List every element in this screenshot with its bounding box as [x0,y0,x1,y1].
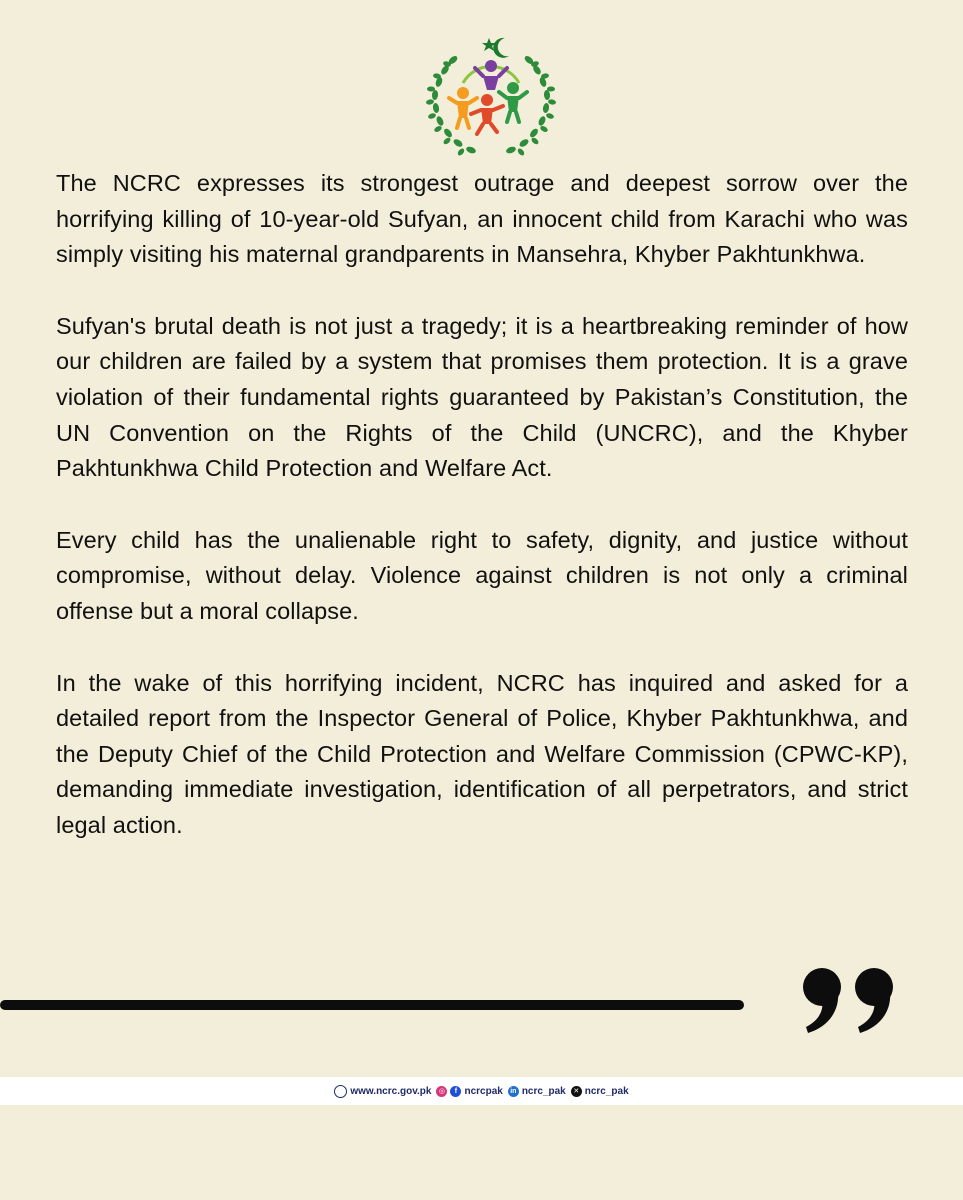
closing-quote-icon [800,965,902,1035]
paragraph: The NCRC expresses its strongest outrage and deepest sorrow over the horrifying killing of 10-year-old Sufyan, an innocent child from Karachi who was simply visiting his maternal grandparents in Mansehra, Khyber Pakhtunkhwa. [56,170,908,268]
instagram-facebook-link[interactable] [436,1086,502,1097]
paragraph: Sufyan's brutal death is not just a tragedy; it is a heartbreaking reminder of how our children are failed by a system that promises them protection. It is a grave violation of their fundamental rights guaranteed by Pakistan’s Constitution, the UN Convention on the Rights of the Child (UNCRC), and the Khyber Pakhtunkhwa Child Protection and Welfare Act. [56,312,908,482]
x-icon: ✕ [571,1086,582,1097]
linkedin-link[interactable] [508,1086,566,1097]
instagram-icon: ◎ [436,1086,447,1097]
footer-contact-bar [0,1077,963,1105]
x-link[interactable] [571,1086,629,1097]
paragraph: In the wake of this horrifying incident, NCRC has inquired and asked for a detailed report from the Inspector General of Police, Khyber Pakhtunkhwa, and the Deputy Chief of the Child Protection and Welfare Commission (CPWC-KP), demanding immediate investigation, identification of all perpetrators, and strict legal action. [56,669,908,838]
paragraph: Every child has the unalienable right to safety, dignity, and justice without compromise, without delay. Violence against children is not only a criminal offense but a moral collapse. [56,526,908,624]
facebook-icon: f [450,1086,461,1097]
linkedin-text: ncrc_pak [521,1085,566,1097]
statement-body [56,166,908,880]
children-figures [449,60,527,134]
globe-icon [334,1085,347,1098]
website-link[interactable] [334,1085,431,1098]
x-text: ncrc_pak [584,1085,629,1097]
wreath-left [426,54,477,156]
linkedin-icon: in [508,1086,519,1097]
instagram-facebook-text: ncrcpak [464,1085,503,1097]
website-text: www.ncrc.gov.pk [350,1085,432,1097]
crescent-star-icon [482,38,509,58]
divider-rule [0,1000,744,1010]
ncrc-logo [423,28,559,164]
